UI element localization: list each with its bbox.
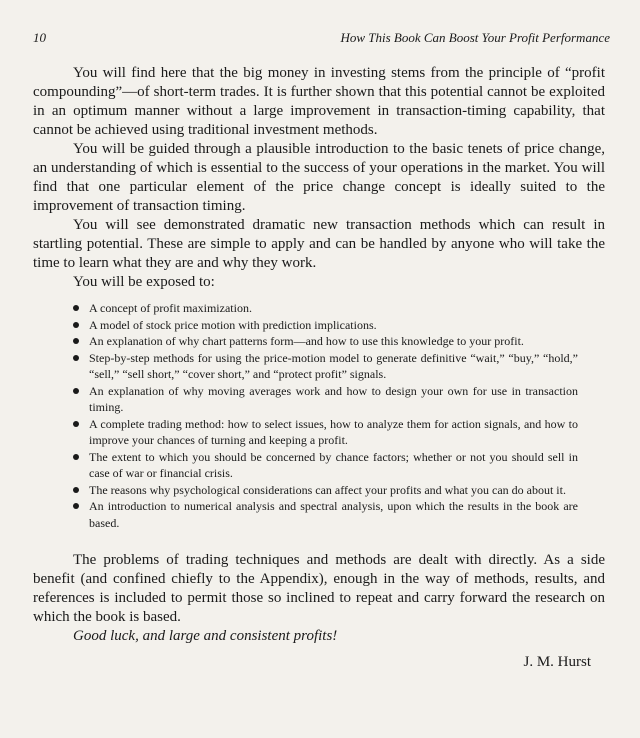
bullet-icon	[73, 322, 79, 328]
running-title: How This Book Can Boost Your Profit Performance	[340, 30, 610, 45]
list-item	[73, 449, 578, 482]
bullet-icon	[73, 388, 79, 394]
list-item-text: Step-by-step methods for using the price-motion model to generate definitive “wait,” “buy,” “hold,” “sell,” “sell short,” “cover short,” and “protect profit” signals.	[89, 350, 578, 381]
farewell-line: Good luck, and large and consistent profits!	[73, 628, 338, 644]
list-item	[73, 416, 578, 449]
paragraph-4: You will be exposed to:	[73, 274, 215, 290]
bullet-icon	[73, 338, 79, 344]
closing-section	[33, 551, 605, 671]
list-item	[73, 383, 578, 416]
bullet-icon	[73, 421, 79, 427]
closing-paragraph: The problems of trading techniques and methods are dealt with directly. As a side benefit (and confined chiefly to the Appendix), enough in the way of methods, results, and references is included to permit those so inclined to repeat and carry forward the research on which the book is based.	[33, 552, 605, 625]
list-item-text: A model of stock price motion with prediction implications.	[89, 317, 377, 332]
list-item-text: A complete trading method: how to select issues, how to analyze them for action signals, and how to improve your chances of turning and keeping a profit.	[89, 416, 578, 447]
list-item-text: The reasons why psychological considerations can affect your profits and what you can do about it.	[89, 482, 566, 497]
list-item	[73, 482, 578, 499]
list-item-text: A concept of profit maximization.	[89, 301, 252, 315]
page-number: 10	[33, 30, 46, 45]
paragraph-2: You will be guided through a plausible introduction to the basic tenets of price change, an understanding of which is essential to the success of your operations in the market. You will find that one particular element of the price change concept is ideally suited to the improvement of transaction timing.	[33, 141, 605, 214]
list-item	[73, 498, 578, 531]
list-item	[73, 300, 578, 317]
list-item	[73, 317, 578, 334]
paragraph-1: You will find here that the big money in investing stems from the principle of “profit compounding”—of short-term trades. It is further shown that this potential cannot be exploited in an optimum manner without a large improvement in transaction-timing capability, that cannot be achieved using traditional investment methods.	[33, 65, 605, 138]
list-item-text: The extent to which you should be concerned by chance factors; whether or not you should sell in case of war or financial crisis.	[89, 449, 578, 480]
paragraph-3: You will see demonstrated dramatic new transaction methods which can result in startling potential. These are simple to apply and can be handled by anyone who will take the time to learn what they are and why they work.	[33, 217, 605, 271]
bullet-icon	[73, 454, 79, 460]
bullet-icon	[73, 355, 79, 361]
page-header	[33, 30, 610, 48]
bullet-icon	[73, 487, 79, 493]
list-item-text: An explanation of why chart patterns form—and how to use this knowledge to your profit.	[89, 334, 524, 348]
list-item-text: An introduction to numerical analysis and spectral analysis, upon which the results in the book are based.	[89, 499, 578, 530]
exposure-list	[33, 300, 578, 531]
list-item-text: An explanation of why moving averages work and how to design your own for use in transaction timing.	[89, 383, 578, 414]
author-signature: J. M. Hurst	[523, 654, 591, 670]
page-body	[33, 64, 605, 671]
bullet-icon	[73, 305, 79, 311]
bullet-icon	[73, 503, 79, 509]
list-item	[73, 350, 578, 383]
list-item	[73, 333, 578, 350]
